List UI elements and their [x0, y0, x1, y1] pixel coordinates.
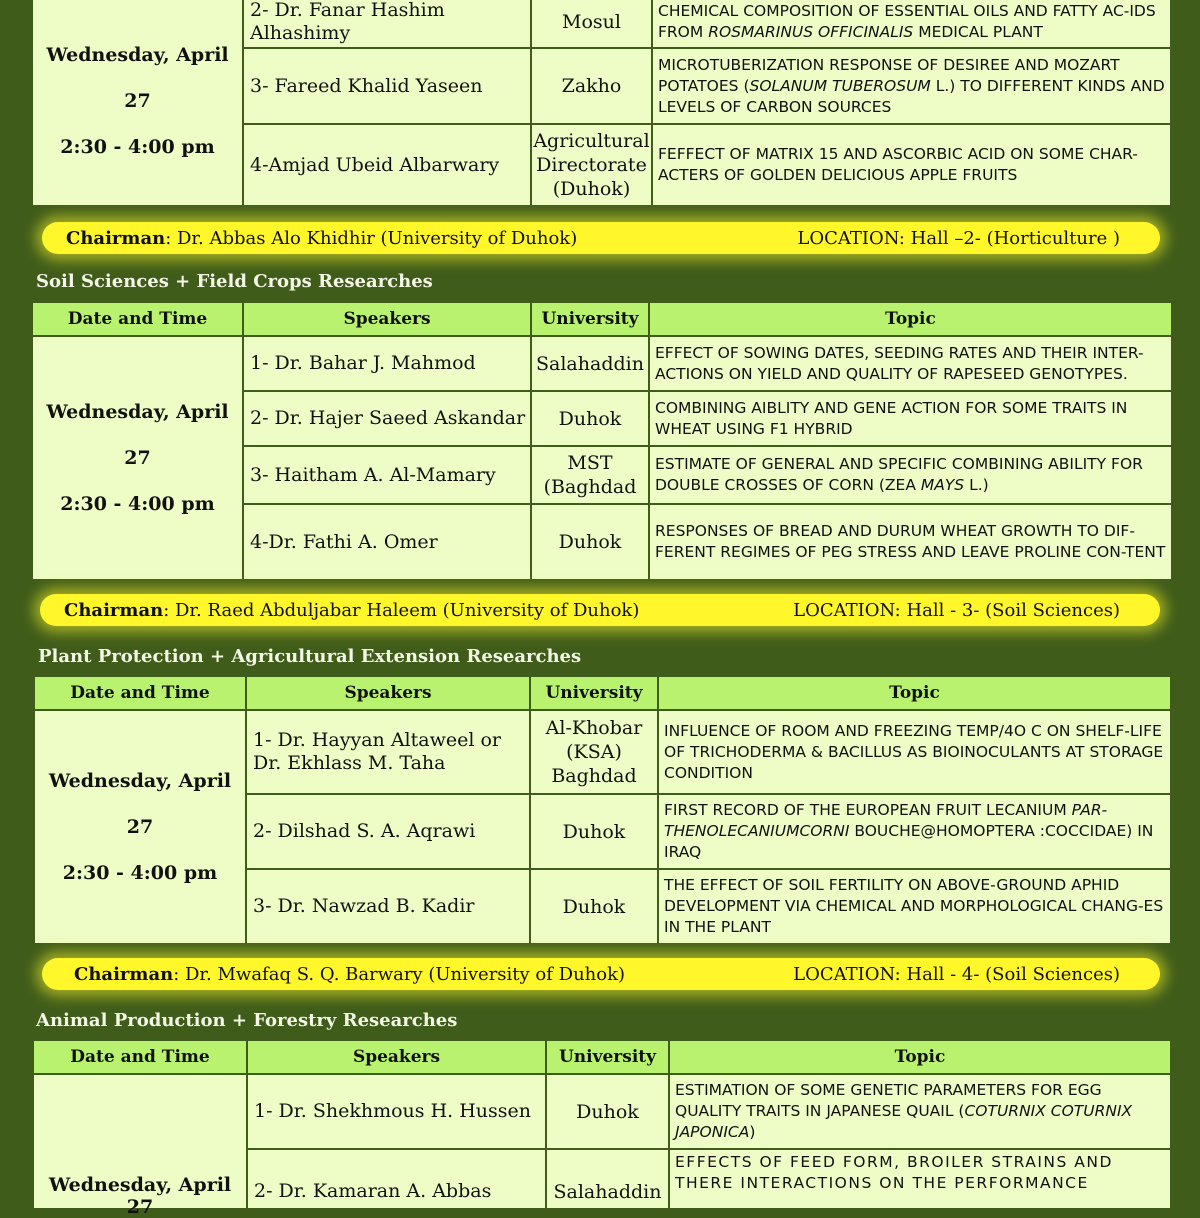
speaker-cell: 3- Dr. Nawzad B. Kadir — [246, 869, 530, 944]
topic-cell: RESPONSES OF BREAD AND DURUM WHEAT GROWTH TO DIF-FERENT REGIMES OF PEG STRESS AND LEAVE PROLINE CON-TENT — [649, 504, 1172, 580]
topic-cell: CHEMICAL COMPOSITION OF ESSENTIAL OILS AND FATTY AC-IDS FROM ROSMARINUS OFFICINALIS MEDICAL PLANT — [652, 0, 1171, 48]
university-cell: MST (Baghdad — [531, 446, 649, 504]
date-time-cell — [32, 0, 243, 206]
university-cell: Zakho — [531, 48, 652, 124]
location-text: LOCATION: Hall - 4- (Soil Sciences) — [793, 963, 1120, 985]
date-time-cell — [32, 336, 243, 580]
university-cell: Duhok — [530, 869, 658, 944]
topic-cell: ESTIMATE OF GENERAL AND SPECIFIC COMBINING ABILITY FOR DOUBLE CROSSES OF CORN (ZEA MAYS L.) — [649, 446, 1172, 504]
header-speakers: Speakers — [247, 1040, 546, 1074]
topic-cell: FIRST RECORD OF THE EUROPEAN FRUIT LECANIUM PAR-THENOLECANIUMCORNI BOUCHE@HOMOPTERA :COCCIDAE) IN IRAQ — [658, 794, 1171, 869]
speaker-cell: 4-Dr. Fathi A. Omer — [243, 504, 531, 580]
topic-cell: MICROTUBERIZATION RESPONSE OF DESIREE AND MOZART POTATOES (SOLANUM TUBEROSUM L.) TO DIFFERENT KINDS AND LEVELS OF CARBON SOURCES — [652, 48, 1171, 124]
header-date-time: Date and Time — [32, 302, 243, 336]
speaker-cell: 1- Dr. Bahar J. Mahmod — [243, 336, 531, 391]
university-cell: Mosul — [531, 0, 652, 48]
header-speakers: Speakers — [243, 302, 531, 336]
location-text: LOCATION: Hall - 3- (Soil Sciences) — [793, 599, 1120, 621]
chairman-banner — [42, 958, 1160, 990]
university-cell: Agricultural Directorate (Duhok) — [531, 124, 652, 206]
session-date: Wednesday, April 27 — [46, 43, 229, 112]
chairman-text: Chairman: Dr. Raed Abduljabar Haleem (University of Duhok) — [64, 599, 640, 621]
header-university: University — [530, 676, 658, 710]
speaker-cell: 1- Dr. Shekhmous H. Hussen — [247, 1074, 546, 1149]
topic-cell: FEFFECT OF MATRIX 15 AND ASCORBIC ACID ON SOME CHAR-ACTERS OF GOLDEN DELICIOUS APPLE FRUITS — [652, 124, 1171, 206]
session-plant-protection-table — [33, 675, 1170, 945]
university-cell: Al-Khobar (KSA) Baghdad — [530, 710, 658, 794]
location-text: LOCATION: Hall –2- (Horticulture ) — [797, 227, 1120, 249]
chairman-text: Chairman: Dr. Mwafaq S. Q. Barwary (University of Duhok) — [74, 963, 626, 985]
section-title: Soil Sciences + Field Crops Researches — [36, 271, 433, 292]
header-topic: Topic — [669, 1040, 1171, 1074]
speaker-cell: 2- Dilshad S. A. Aqrawi — [246, 794, 530, 869]
session-date: Wednesday, April 27 — [48, 1174, 232, 1218]
university-cell: Duhok — [531, 504, 649, 580]
header-university: University — [531, 302, 649, 336]
session-animal-production-table — [32, 1039, 1170, 1218]
date-time-cell — [33, 1074, 247, 1218]
topic-cell: COMBINING AIBLITY AND GENE ACTION FOR SOME TRAITS IN WHEAT USING F1 HYBRID — [649, 391, 1172, 446]
speaker-cell: 2- Dr. Kamaran A. Abbas — [247, 1149, 546, 1209]
session-date: Wednesday, April 27 — [48, 770, 232, 838]
speaker-cell: 2- Dr. Hajer Saeed Askandar — [243, 391, 531, 446]
chairman-banner — [42, 222, 1160, 254]
header-topic: Topic — [649, 302, 1172, 336]
chairman-banner — [40, 594, 1160, 626]
session-time: 2:30 - 4:00 pm — [60, 135, 215, 158]
university-cell: Salahaddin — [531, 336, 649, 391]
university-cell: Duhok — [531, 391, 649, 446]
university-cell: Salahaddin — [546, 1149, 669, 1209]
chairman-text: Chairman: Dr. Abbas Alo Khidhir (University of Duhok) — [66, 227, 578, 249]
header-university: University — [546, 1040, 669, 1074]
section-title: Plant Protection + Agricultural Extension Researches — [38, 646, 582, 667]
session-time: 2:30 - 4:00 pm — [62, 862, 218, 884]
session-time: 2:30 - 4:00 pm — [60, 493, 215, 515]
topic-cell: EFFECT OF SOWING DATES, SEEDING RATES AND THEIR INTER-ACTIONS ON YIELD AND QUALITY OF RAPESEED GENOTYPES. — [649, 336, 1172, 391]
session-date: Wednesday, April 27 — [46, 401, 229, 469]
header-topic: Topic — [658, 676, 1171, 710]
header-date-time: Date and Time — [33, 1040, 247, 1074]
topic-cell: ESTIMATION OF SOME GENETIC PARAMETERS FOR EGG QUALITY TRAITS IN JAPANESE QUAIL (COTURNIX COTURNIX JAPONICA) — [669, 1074, 1171, 1149]
topic-cell: THE EFFECT OF SOIL FERTILITY ON ABOVE-GROUND APHID DEVELOPMENT VIA CHEMICAL AND MORPHOLOGICAL CHANG-ES IN THE PLANT — [658, 869, 1171, 944]
speaker-cell: 4-Amjad Ubeid Albarwary — [243, 124, 531, 206]
speaker-cell: 1- Dr. Hayyan Altaweel or Dr. Ekhlass M. Taha — [246, 710, 530, 794]
speaker-cell: 3- Haitham A. Al-Mamary — [243, 446, 531, 504]
topic-cell: INFLUENCE OF ROOM AND FREEZING TEMP/4O C ON SHELF-LIFE OF TRICHODERMA & BACILLUS AS BIOINOCULANTS AT STORAGE CONDITION — [658, 710, 1171, 794]
speaker-cell: 2- Dr. Fanar Hashim Alhashimy — [243, 0, 531, 48]
speaker-cell: 3- Fareed Khalid Yaseen — [243, 48, 531, 124]
university-cell: Duhok — [546, 1074, 669, 1149]
session-soil-table — [31, 301, 1171, 581]
topic-cell: EFFECTS OF FEED FORM, BROILER STRAINS AND THERE INTERACTIONS ON THE PERFORMANCE — [669, 1149, 1171, 1209]
university-cell: Duhok — [530, 794, 658, 869]
header-date-time: Date and Time — [34, 676, 246, 710]
session-horticulture-table — [31, 0, 1170, 207]
section-title: Animal Production + Forestry Researches — [36, 1010, 458, 1031]
date-time-cell — [34, 710, 246, 944]
header-speakers: Speakers — [246, 676, 530, 710]
